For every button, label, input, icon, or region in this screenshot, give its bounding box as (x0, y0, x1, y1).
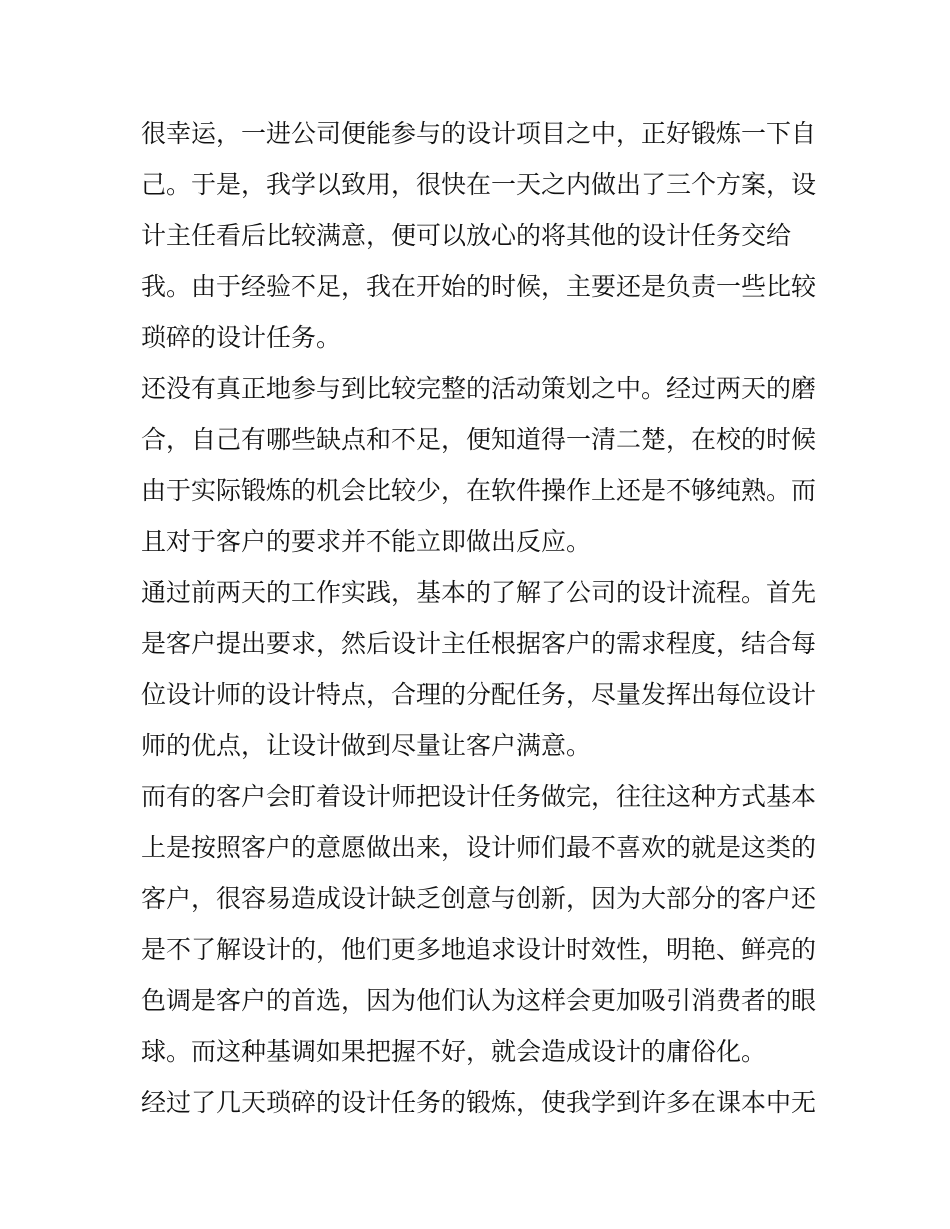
text-line: 己。于是，我学以致用，很快在一天之内做出了三个方案，设 (141, 170, 817, 199)
text-line: 计主任看后比较满意，便可以放心的将其他的设计任务交给 (141, 221, 792, 250)
text-line: 位设计师的设计特点，合理的分配任务，尽量发挥出每位设计 (141, 680, 817, 709)
text-line: 还没有真正地参与到比较完整的活动策划之中。经过两天的磨 (141, 374, 817, 403)
document-body (141, 108, 816, 1128)
text-line: 很幸运，一进公司便能参与的设计项目之中，正好锻炼一下自 (141, 119, 817, 148)
text-line: 通过前两天的工作实践，基本的了解了公司的设计流程。首先 (141, 578, 817, 607)
text-line: 师的优点，让设计做到尽量让客户满意。 (141, 731, 592, 760)
text-line: 我。由于经验不足，我在开始的时候，主要还是负责一些比较 (141, 272, 817, 301)
text-line: 色调是客户的首选，因为他们认为这样会更加吸引消费者的眼 (141, 986, 817, 1015)
text-line: 球。而这种基调如果把握不好，就会造成设计的庸俗化。 (141, 1037, 767, 1066)
text-line: 而有的客户会盯着设计师把设计任务做完，往往这种方式基本 (141, 782, 817, 811)
text-line: 是不了解设计的，他们更多地追求设计时效性，明艳、鲜亮的 (141, 935, 817, 964)
text-line: 由于实际锻炼的机会比较少，在软件操作上还是不够纯熟。而 (141, 476, 817, 505)
text-line: 合，自己有哪些缺点和不足，便知道得一清二楚，在校的时候 (141, 425, 817, 454)
text-line: 是客户提出要求，然后设计主任根据客户的需求程度，结合每 (141, 629, 817, 658)
text-line: 琐碎的设计任务。 (141, 323, 342, 352)
text-line: 经过了几天琐碎的设计任务的锻炼，使我学到许多在课本中无 (141, 1088, 817, 1117)
text-line: 上是按照客户的意愿做出来，设计师们最不喜欢的就是这类的 (141, 833, 817, 862)
text-line: 客户，很容易造成设计缺乏创意与创新，因为大部分的客户还 (141, 884, 817, 913)
text-line: 且对于客户的要求并不能立即做出反应。 (141, 527, 592, 556)
